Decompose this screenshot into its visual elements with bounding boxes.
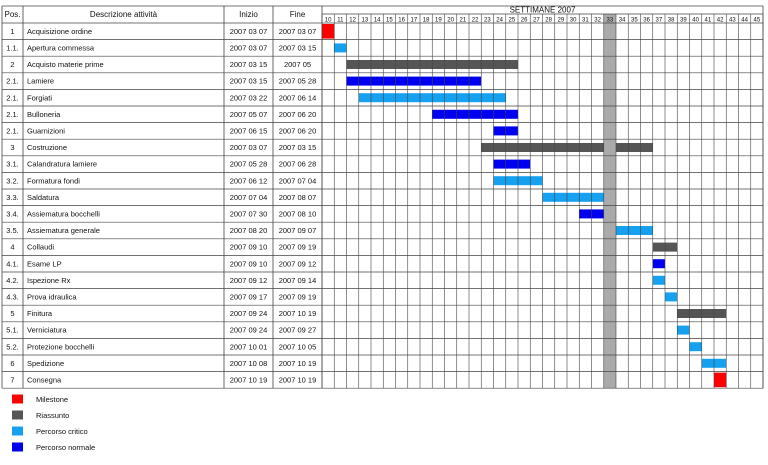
task-pos: 3.1. <box>6 159 19 169</box>
week-label-28: 28 <box>545 17 552 24</box>
week-label-36: 36 <box>643 17 650 24</box>
task-description: Spedizione <box>27 358 65 368</box>
gantt-bar-critical <box>665 292 677 301</box>
task-end: 2007 09 14 <box>278 275 317 285</box>
week-label-22: 22 <box>471 17 479 24</box>
task-end: 2007 03 15 <box>278 43 317 53</box>
week-label-29: 29 <box>557 17 565 24</box>
task-end: 2007 08 10 <box>278 209 317 219</box>
task-description: Ispezione Rx <box>27 275 71 285</box>
week-label-13: 13 <box>361 17 369 24</box>
task-description: Assiematura bocchelli <box>27 209 100 219</box>
week-label-26: 26 <box>520 17 528 24</box>
week-label-40: 40 <box>692 17 699 24</box>
task-end: 2007 07 04 <box>278 176 317 186</box>
task-description: Formatura fondi <box>27 176 80 186</box>
week-label-20: 20 <box>447 17 454 24</box>
task-start: 2007 08 20 <box>229 226 268 236</box>
task-pos: 7 <box>10 375 15 385</box>
task-pos: 5 <box>10 309 15 319</box>
week-label-44: 44 <box>741 17 748 24</box>
week-label-11: 11 <box>337 17 344 24</box>
task-start: 2007 09 24 <box>229 325 268 335</box>
task-end: 2007 03 15 <box>278 143 317 153</box>
task-pos: 1.1. <box>6 43 19 53</box>
week-label-18: 18 <box>422 17 430 24</box>
task-pos: 1 <box>10 26 15 36</box>
task-description: Consegna <box>27 375 62 385</box>
header-start: Inizio <box>239 10 258 19</box>
week-label-39: 39 <box>680 17 687 24</box>
week-label-35: 35 <box>631 17 638 24</box>
task-start: 2007 09 10 <box>229 259 268 269</box>
task-pos: 2 <box>10 60 15 70</box>
week-label-41: 41 <box>704 17 712 24</box>
header-description: Descrizione attività <box>89 10 158 19</box>
task-pos: 5.2. <box>6 342 19 352</box>
task-start: 2007 07 04 <box>229 192 268 202</box>
task-end: 2007 09 19 <box>278 292 317 302</box>
task-pos: 4.3. <box>6 292 19 302</box>
task-end: 2007 06 20 <box>278 126 317 136</box>
gantt-bar-milestone <box>322 24 334 39</box>
week-label-31: 31 <box>582 17 589 24</box>
gantt-bar-normal <box>347 77 482 86</box>
legend-label-normal: Percorso normale <box>36 442 96 452</box>
week-label-12: 12 <box>349 17 356 24</box>
task-start: 2007 10 08 <box>229 358 268 368</box>
task-end: 2007 10 19 <box>278 375 317 385</box>
task-end: 2007 05 <box>283 60 312 70</box>
week-label-25: 25 <box>508 17 516 24</box>
task-end: 2007 06 28 <box>278 159 317 169</box>
task-pos: 3 <box>10 143 15 153</box>
header-weeks-title: SETTIMANE 2007 <box>509 5 576 15</box>
task-end: 2007 09 12 <box>278 259 317 269</box>
task-pos: 5.1. <box>6 325 19 335</box>
task-description: Lamiere <box>27 76 55 86</box>
task-start: 2007 09 17 <box>229 292 268 302</box>
gantt-bar-normal <box>494 160 531 169</box>
task-description: Esame LP <box>27 259 62 269</box>
task-start: 2007 07 30 <box>229 209 268 219</box>
task-pos: 4 <box>10 242 15 252</box>
gantt-bar-normal <box>653 259 665 268</box>
task-end: 2007 10 05 <box>278 342 317 352</box>
week-label-10: 10 <box>324 17 332 24</box>
week-label-17: 17 <box>410 17 418 24</box>
gantt-bar-critical <box>690 342 702 351</box>
task-end: 2007 06 14 <box>278 93 317 103</box>
task-pos: 4.2. <box>6 275 19 285</box>
task-description: Bulloneria <box>27 109 61 119</box>
task-end: 2007 03 07 <box>278 26 317 36</box>
legend-swatch-summary <box>12 411 23 420</box>
week-label-45: 45 <box>753 17 761 24</box>
task-start: 2007 03 15 <box>229 60 268 70</box>
task-description: Calandratura lamiere <box>27 159 98 169</box>
task-description: Finitura <box>27 309 53 319</box>
task-start: 2007 03 07 <box>229 143 268 153</box>
task-pos: 3.2. <box>6 176 19 186</box>
task-end: 2007 10 19 <box>278 309 317 319</box>
week-label-15: 15 <box>386 17 393 24</box>
gantt-bar-critical <box>543 193 604 202</box>
gantt-bar-summary <box>616 143 653 152</box>
header-pos: Pos. <box>4 10 21 19</box>
task-description: Verniciatura <box>27 325 67 335</box>
week-label-24: 24 <box>496 17 503 24</box>
task-end: 2007 09 07 <box>278 226 317 236</box>
task-description: Assiematura generale <box>27 226 100 236</box>
week-label-38: 38 <box>667 17 675 24</box>
week-label-16: 16 <box>398 17 405 24</box>
gantt-bar-critical <box>653 276 665 285</box>
task-description: Costruzione <box>27 143 68 153</box>
task-start: 2007 05 28 <box>229 159 268 169</box>
task-start: 2007 03 07 <box>229 43 268 53</box>
task-description: Collaudi <box>27 242 55 252</box>
legend-swatch-critical <box>12 427 23 436</box>
task-start: 2007 03 15 <box>229 76 268 86</box>
task-pos: 2.1. <box>6 126 19 136</box>
task-description: Acquisizione ordine <box>27 26 93 36</box>
task-start: 2007 06 12 <box>229 176 268 186</box>
legend-swatch-milestone <box>12 395 23 404</box>
gantt-bar-critical <box>616 226 653 235</box>
task-description: Prova idraulica <box>27 292 77 302</box>
task-start: 2007 05 07 <box>229 109 268 119</box>
highlight-week-column <box>604 14 616 388</box>
week-label-34: 34 <box>618 17 626 24</box>
gantt-bar-milestone <box>714 373 726 388</box>
week-label-42: 42 <box>716 17 724 24</box>
week-label-19: 19 <box>435 17 442 24</box>
week-label-27: 27 <box>533 17 540 24</box>
week-label-21: 21 <box>459 17 467 24</box>
week-label-14: 14 <box>373 17 381 24</box>
task-pos: 2.1. <box>6 109 19 119</box>
gantt-bar-critical <box>677 326 689 335</box>
gantt-bar-normal <box>432 110 518 119</box>
task-pos: 3.5. <box>6 226 19 236</box>
task-description: Saldatura <box>27 192 60 202</box>
task-start: 2007 03 07 <box>229 26 268 36</box>
task-start: 2007 10 01 <box>229 342 268 352</box>
task-end: 2007 10 19 <box>278 358 317 368</box>
task-description: Acquisto materie prime <box>27 60 104 70</box>
legend-swatch-normal <box>12 443 23 452</box>
task-pos: 4.1. <box>6 259 19 269</box>
task-description: Protezione bocchelli <box>27 342 95 352</box>
week-label-43: 43 <box>729 17 736 24</box>
task-description: Guarnizioni <box>27 126 65 136</box>
task-end: 2007 05 28 <box>278 76 317 86</box>
task-pos: 3.3. <box>6 192 19 202</box>
week-label-37: 37 <box>655 17 663 24</box>
legend-label-summary: Riassunto <box>36 410 70 420</box>
week-label-33: 33 <box>606 17 614 24</box>
week-label-32: 32 <box>594 17 601 24</box>
task-start: 2007 09 12 <box>229 275 268 285</box>
task-start: 2007 06 15 <box>229 126 268 136</box>
week-label-23: 23 <box>484 17 491 24</box>
header-end: Fine <box>289 10 306 19</box>
task-pos: 3.4. <box>6 209 19 219</box>
legend-label-milestone: Milestone <box>36 394 69 404</box>
task-pos: 2.1. <box>6 93 19 103</box>
task-end: 2007 09 19 <box>278 242 317 252</box>
task-end: 2007 06 20 <box>278 109 317 119</box>
task-end: 2007 08 07 <box>278 192 317 202</box>
task-description: Forgiati <box>27 93 53 103</box>
task-start: 2007 09 10 <box>229 242 268 252</box>
week-label-30: 30 <box>569 17 577 24</box>
task-start: 2007 10 19 <box>229 375 268 385</box>
task-start: 2007 03 22 <box>229 93 268 103</box>
legend-label-critical: Percorso critico <box>36 426 88 436</box>
gantt-bar-critical <box>334 43 346 52</box>
task-pos: 6 <box>10 358 15 368</box>
task-pos: 2.1. <box>6 76 19 86</box>
task-start: 2007 09 24 <box>229 309 268 319</box>
task-description: Apertura commessa <box>27 43 95 53</box>
task-end: 2007 09 27 <box>278 325 317 335</box>
